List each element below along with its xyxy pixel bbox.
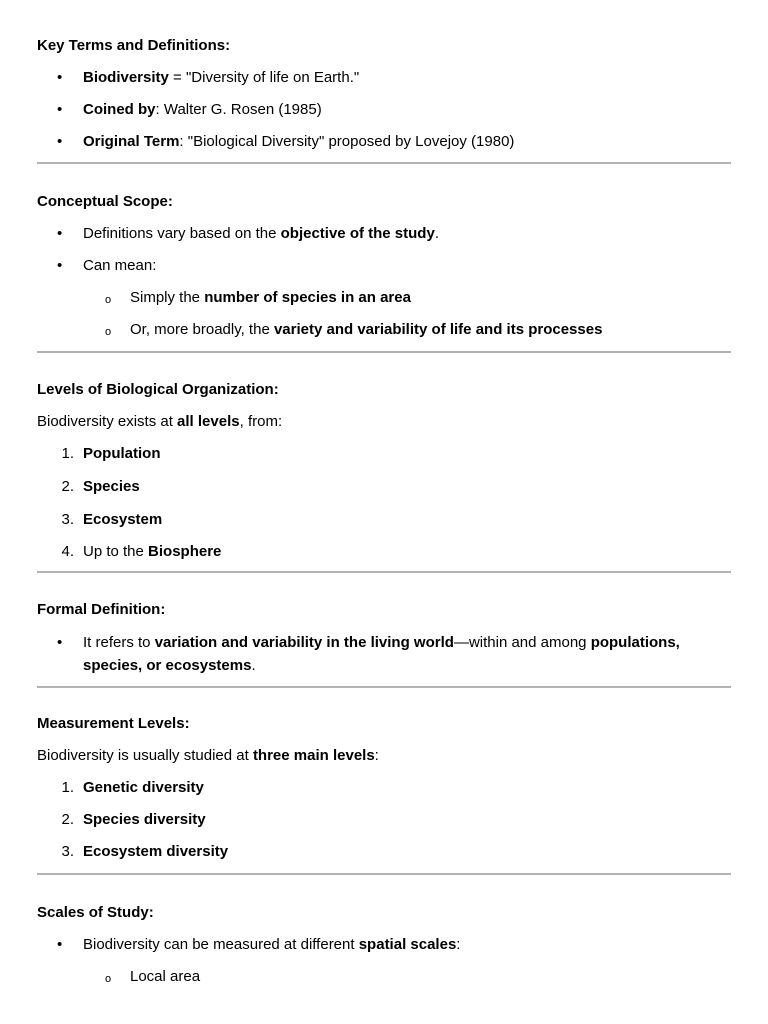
bullet-list [37, 934, 731, 987]
number-marker: 2. [61, 478, 74, 495]
emphasis: number of species in an area [204, 289, 411, 306]
bullet-marker: • [57, 69, 63, 86]
text: Definitions vary based on the [83, 225, 281, 242]
list-item [37, 223, 731, 244]
bullet-list [37, 223, 731, 340]
horizontal-rule [37, 873, 731, 875]
text: Biodiversity is usually studied at [37, 747, 253, 764]
text: Local area [130, 968, 201, 985]
list-item [37, 809, 731, 830]
bullet-list [37, 631, 731, 677]
emphasis: all levels [177, 413, 240, 430]
emphasis: objective of the study [280, 225, 435, 242]
section-formal-definition [37, 599, 731, 677]
horizontal-rule [37, 686, 731, 688]
section-heading: Scales of Study: [37, 904, 154, 921]
emphasis: Species [83, 478, 140, 495]
sub-list-item [37, 319, 731, 340]
list-item [37, 841, 731, 862]
emphasis: Ecosystem diversity [83, 843, 229, 860]
list-item [37, 777, 731, 798]
bullet-marker: • [57, 257, 63, 274]
number-marker: 3. [61, 843, 74, 860]
number-marker: 3. [61, 511, 74, 528]
emphasis: Biosphere [148, 543, 222, 560]
section-heading: Formal Definition: [37, 601, 166, 618]
definition: = "Diversity of life on Earth." [168, 69, 360, 86]
text: : [374, 747, 379, 764]
text: It refers to [83, 634, 155, 651]
section-conceptual-scope [37, 191, 731, 340]
text: . [251, 657, 256, 674]
text: Biodiversity can be measured at different [83, 936, 359, 953]
emphasis: three main levels [252, 747, 375, 764]
emphasis: spatial scales [358, 936, 457, 953]
text: , from: [239, 413, 283, 430]
emphasis: Species diversity [83, 811, 206, 828]
emphasis: variation and variability in the living world [154, 634, 454, 651]
number-marker: 1. [61, 779, 74, 796]
term: Coined by [83, 101, 156, 118]
list-item [37, 541, 731, 562]
emphasis: Ecosystem [83, 511, 163, 528]
list-item [37, 476, 731, 497]
emphasis: Genetic diversity [83, 779, 204, 796]
list-item [37, 934, 731, 955]
bullet-marker: • [57, 133, 63, 150]
text: Biodiversity exists at [37, 413, 178, 430]
list-item [37, 631, 731, 677]
section-heading: Measurement Levels: [37, 715, 190, 732]
sub-list-item [37, 287, 731, 308]
text: Can mean: [83, 257, 157, 274]
bullet-marker: • [57, 101, 63, 118]
text: : [456, 936, 461, 953]
numbered-list [37, 777, 731, 862]
text: . [434, 225, 439, 242]
number-marker: 1. [61, 445, 74, 462]
bullet-list [37, 67, 731, 152]
section-heading: Levels of Biological Organization: [37, 381, 279, 398]
list-item [37, 443, 731, 464]
section-heading: Conceptual Scope: [37, 193, 173, 210]
paragraph [37, 411, 731, 432]
section-measurement-levels [37, 713, 731, 862]
circle-marker: o [105, 326, 112, 338]
horizontal-rule [37, 571, 731, 573]
number-marker: 2. [61, 811, 74, 828]
paragraph [37, 745, 731, 766]
emphasis: variety and variability of life and its processes [273, 321, 603, 338]
bullet-marker: • [57, 936, 63, 953]
definition: : "Biological Diversity" proposed by Lovejoy (1980) [179, 133, 515, 150]
section-levels-organization [37, 379, 731, 562]
circle-marker: o [105, 294, 112, 306]
number-marker: 4. [61, 543, 74, 560]
emphasis: populations, species, or ecosystems [83, 634, 680, 674]
horizontal-rule [37, 162, 731, 164]
emphasis: Population [83, 445, 161, 462]
bullet-marker: • [57, 225, 63, 242]
circle-marker: o [105, 973, 112, 985]
text: Simply the [130, 289, 205, 306]
list-item [37, 131, 731, 152]
text: Up to the [83, 543, 149, 560]
section-key-terms [37, 35, 731, 152]
list-item [37, 509, 731, 530]
list-item [37, 67, 731, 88]
list-item [37, 99, 731, 120]
term: Biodiversity [83, 69, 169, 86]
sub-list-item [37, 966, 731, 987]
horizontal-rule [37, 351, 731, 353]
section-heading: Key Terms and Definitions: [37, 37, 231, 54]
term: Original Term [83, 133, 180, 150]
definition: : Walter G. Rosen (1985) [155, 101, 322, 118]
section-scales-of-study [37, 902, 731, 987]
bullet-marker: • [57, 634, 63, 651]
text: Or, more broadly, the [130, 321, 274, 338]
text: —within and among [453, 634, 591, 651]
numbered-list [37, 443, 731, 562]
list-item [37, 255, 731, 276]
